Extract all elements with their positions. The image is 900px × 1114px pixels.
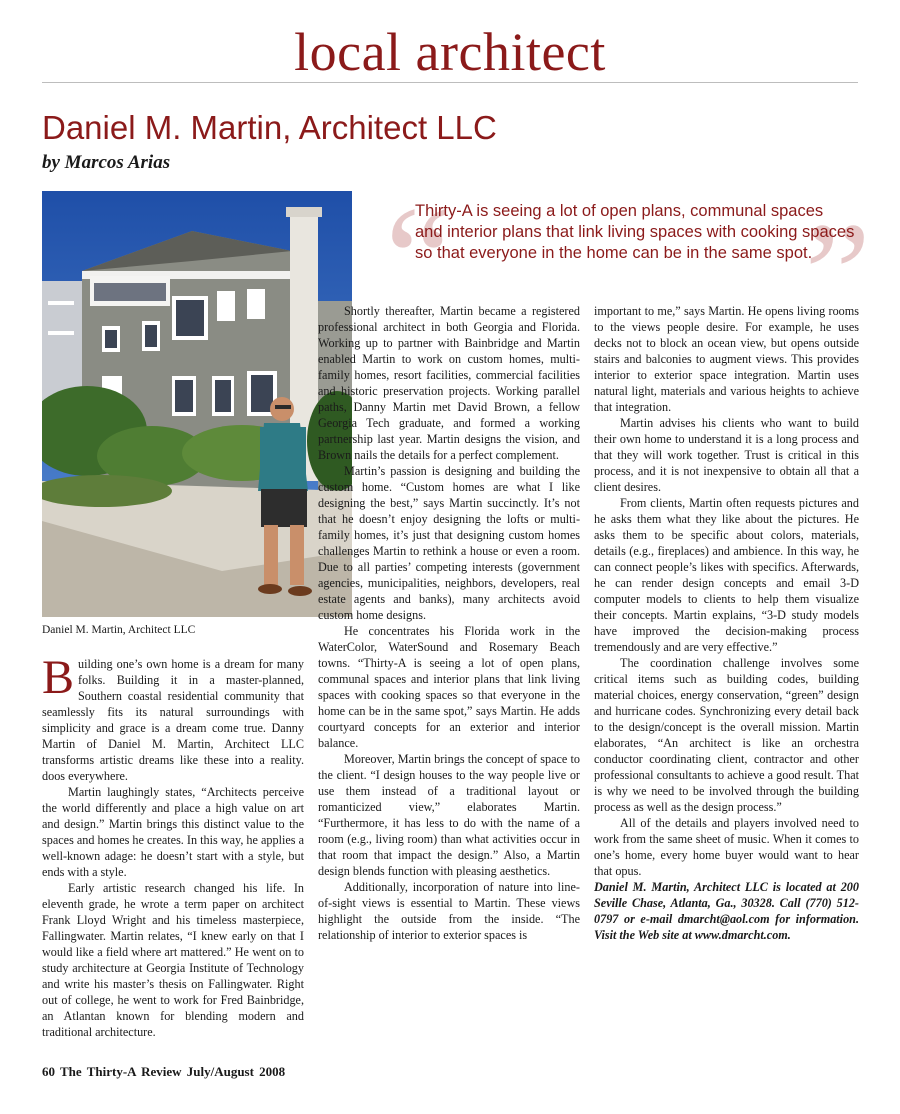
article-column-2: [318, 303, 580, 943]
body-paragraph: All of the details and players involved need to work from the same sheet of music. When it comes to one’s home, every home buyer would want to hear that opus.: [594, 816, 859, 878]
photo-caption: Daniel M. Martin, Architect LLC: [42, 624, 196, 636]
body-paragraph: Shortly thereafter, Martin became a registered professional architect in both Georgia and Florida. Working up to partner with Bainbridge and Martin enabled Martin to work on custom homes, multi-family homes, resort facilities, commercial facilities and historic preservation projects. Working parallel paths, Danny Martin met David Brown, a fellow Georgia Tech graduate, and formed a working partnership last year. Martin designs the vision, and Brown nails the details for a perfect complement.: [318, 304, 580, 462]
contact-info: Daniel M. Martin, Architect LLC is located at 200 Seville Chase, Atlanta, Ga., 30328. Call (770) 512-0797 or e-mail dmarcht@aol.com for information. Visit the Web site at www.dmarcht.com.: [594, 880, 859, 942]
title-divider: [42, 82, 858, 83]
body-paragraph: The coordination challenge involves some critical items such as building codes, building material choices, energy conservation, “green” design and hurricane codes. Synchronizing every detail back to the design/concept is the overall mission. Martin elaborates, “An architect is like an orchestra conductor coordinating client, contractor and other professional consultants to achieve a good result. That is why we need to be involved through the building process as well as the design process.”: [594, 656, 859, 814]
architect-photo: [42, 191, 352, 617]
pull-quote-text: Thirty-A is seeing a lot of open plans, communal spaces and interior plans that link living spaces with cooking spaces so that everyone in the home can be in the same spot.: [415, 202, 855, 262]
article-byline: by Marcos Arias: [42, 152, 171, 173]
article-headline: Daniel M. Martin, Architect LLC: [42, 109, 497, 146]
pull-quote: [385, 176, 871, 358]
open-quote-mark: “: [385, 176, 452, 342]
article-column-3: [594, 303, 859, 943]
body-paragraph: From clients, Martin often requests pictures and he asks them what they like about the pictures. He asks them to be specific about colors, materials, details (e.g., fireplaces) and ambience. In this way, he can connect people’s likes with specifics. Afterwards, he can render design concepts and email 3-D computer models to clients to help them visualize their concepts. Martin explains, “3-D study models have improved the decision-making process tremendously and are very effective.”: [594, 496, 859, 654]
body-paragraph: Building one’s own home is a dream for many folks. Building it in a master-planned, Southern coastal residential community that seamlessly fits its natural surroundings with simplicity and grace is a dream come true. Danny Martin of Daniel M. Martin, Architect LLC transforms artistic dreams like these into a reality. doos everywhere.: [42, 651, 304, 783]
body-paragraph: Martin’s passion is designing and building the custom home. “Custom homes are what I like designing the best,” says Martin succinctly. It’s not that he doesn’t enjoy designing the lofts or multi-family homes, it’s just that designing custom homes challenges Martin to rethink a house or even a room. Due to all parties’ competing interests (government agencies, municipalities, neighbors, developers, real estate agents and banks), many architects avoid custom home designs.: [318, 464, 580, 622]
body-paragraph: Martin laughingly states, “Architects perceive the world differently and place a high value on art and design.” Martin brings this distinct value to the spaces and homes he creates. In this way, he applies a well-known adage: he doesn’t start with a style, but ends with a style.: [42, 785, 304, 879]
drop-cap: B: [42, 651, 75, 704]
body-paragraph: He concentrates his Florida work in the WaterColor, WaterSound and Rosemary Beach towns. “Thirty-A is seeing a lot of open plans, communal spaces and interior plans that link living spaces with cooking spaces so that everyone in the home can be in the same spot,” says Martin. He adds courtyard concepts for an exterior and interior balance.: [318, 624, 580, 750]
body-paragraph: Moreover, Martin brings the concept of space to the client. “I design houses to the way people live or use them instead of a traditional layout or romanticized view,” elaborates Martin. “Furthermore, it has less to do with the name of a room (e.g., living room) than what activities occur in that room that impact the design.” Also, a Martin design blends function with pleasing aesthetics.: [318, 752, 580, 878]
body-paragraph: Martin advises his clients who want to build their own home to understand it is a long process and that they will work together. Trust is critical in this process, and it is not inexpensive to obtain all that a client desires.: [594, 416, 859, 494]
close-quote-mark: ”: [804, 192, 871, 358]
body-paragraph: Additionally, incorporation of nature into line-of-sight views is essential to Martin. These views highlight the outside from the inside. “The relationship of interior to exterior spaces is: [318, 880, 580, 942]
section-title: local architect: [294, 22, 606, 82]
body-paragraph: Early artistic research changed his life. In eleventh grade, he wrote a term paper on architect Frank Lloyd Wright and his timeless masterpiece, Fallingwater. Martin relates, “I knew early on that I would like a field where art mattered.” He went on to study architecture at Georgia Institute of Technology and write his master’s thesis on Fallingwater. Right out of college, he went to work for Fred Bainbridge, an Atlantan known for blending modern and traditional architecture.: [42, 881, 304, 1039]
page-footer: 60 The Thirty-A Review July/August 2008: [42, 1064, 286, 1079]
body-paragraph: important to me,” says Martin. He opens living rooms to the views people desire. For example, he uses decks not to block an ocean view, but opens outside stairs and balconies to augment views. This provides interior to exterior space integration. Martin uses natural light, materials and various heights to achieve that integration.: [594, 304, 859, 414]
article-column-1: [42, 651, 304, 1040]
